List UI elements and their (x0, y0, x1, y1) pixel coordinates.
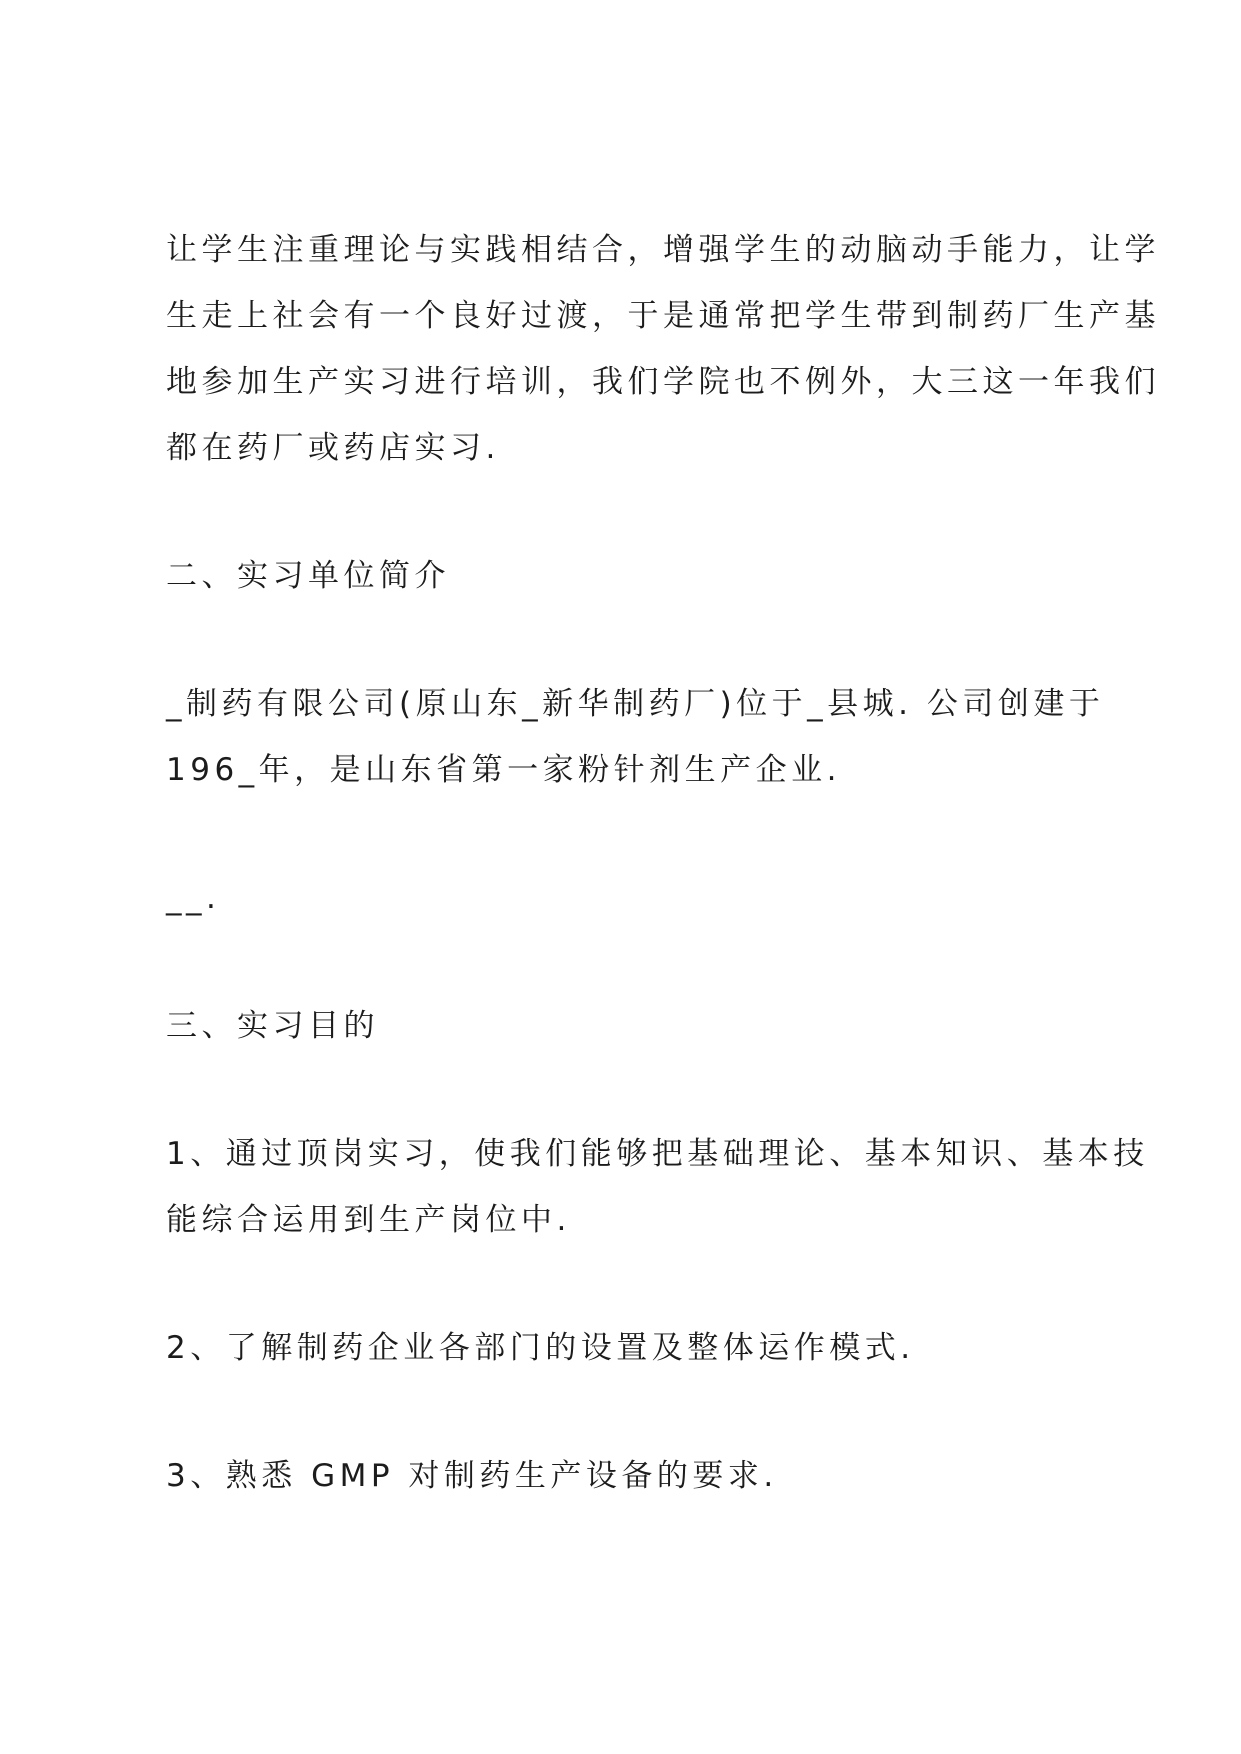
paragraph-line: _制药有限公司(原山东_新华制药厂)位于_县城. 公司创建于 (166, 686, 1105, 722)
paragraph-line: 都在药厂或药店实习. (166, 430, 500, 466)
list-item: 2、了解制药企业各部门的设置及整体运作模式. (166, 1330, 915, 1366)
paragraph-line: 196_年，是山东省第一家粉针剂生产企业. (166, 752, 842, 788)
placeholder-line: __. (166, 880, 221, 916)
list-item: 3、熟悉 GMP 对制药生产设备的要求. (166, 1458, 778, 1494)
section-heading: 三、实习目的 (166, 1008, 379, 1044)
paragraph-line: 地参加生产实习进行培训，我们学院也不例外，大三这一年我们 (166, 364, 1160, 400)
list-item-line: 1、通过顶岗实习，使我们能够把基础理论、基本知识、基本技 (166, 1136, 1149, 1172)
list-item-line: 能综合运用到生产岗位中. (166, 1202, 571, 1238)
paragraph-line: 生走上社会有一个良好过渡，于是通常把学生带到制药厂生产基 (166, 298, 1160, 334)
section-heading: 二、实习单位简介 (166, 558, 450, 594)
paragraph-line: 让学生注重理论与实践相结合，增强学生的动脑动手能力，让学 (166, 232, 1160, 268)
